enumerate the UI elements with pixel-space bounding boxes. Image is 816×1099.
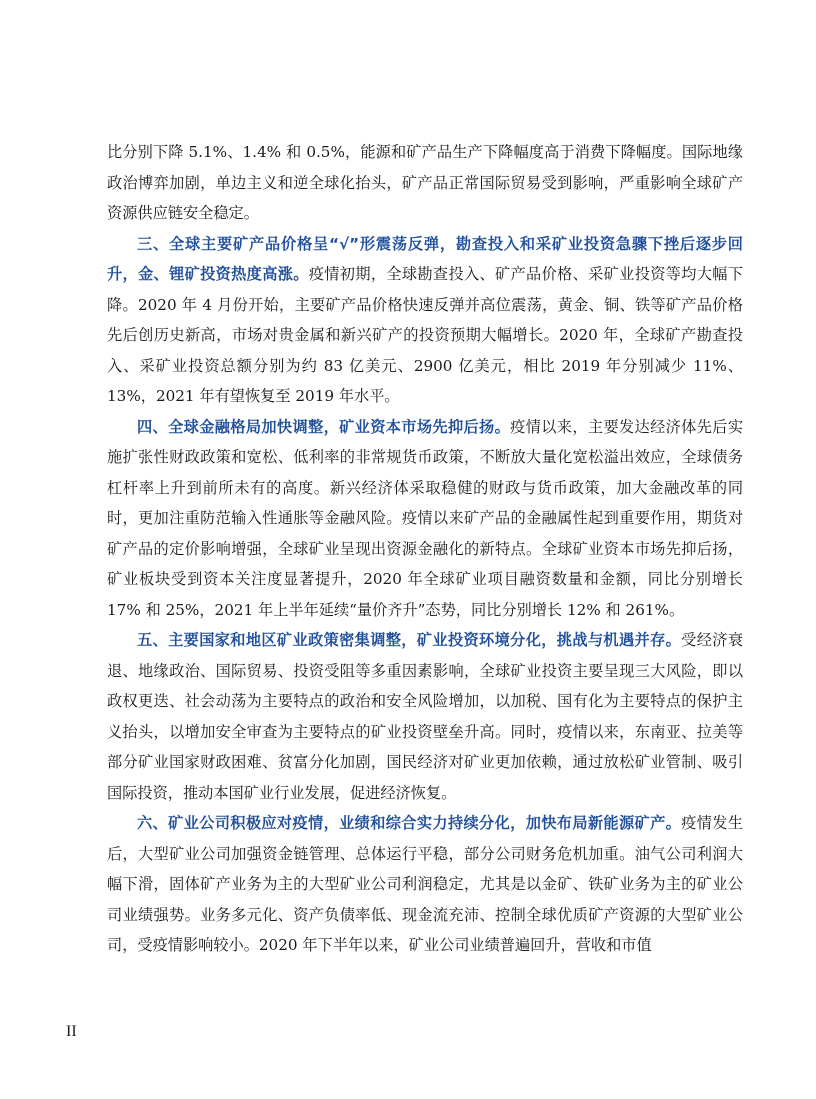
paragraph-section-4 xyxy=(107,412,743,626)
section-heading: 五、主要国家和地区矿业政策密集调整，矿业投资环境分化，挑战与机遇并存。 xyxy=(137,631,682,649)
paragraph-body: 疫情发生后，大型矿业公司加强资金链管理、总体运行平稳，部分公司财务危机加重。油气公司利润大幅下滑，固体矿产业务为主的大型矿业公司利润稳定，尤其是以金矿、铁矿业务为主的矿业公司业绩强势。业务多元化、资产负债率低、现金流充沛、控制全球优质矿产资源的大型矿业公司，受疫情影响较小。2020 年下半年以来，矿业公司业绩普遍回升，营收和市值 xyxy=(107,814,744,954)
paragraph-section-5 xyxy=(107,625,743,808)
paragraph-body: 疫情初期，全球勘查投入、矿产品价格、采矿业投资等均大幅下降。2020 年 4 月份开始，主要矿产品价格快速反弹并高位震荡，黄金、铜、铁等矿产品价格先后创历史新高，市场对贵金属和新兴矿产的投资预期大幅增长。2020 年，全球矿产勘查投入、采矿业投资总额分别为约 83 亿美元、2900 亿美元，相比 2019 年分别减少 11%、13%，2021 年有望恢复至 2019 年水平。 xyxy=(107,265,744,405)
paragraph-body: 疫情以来，主要发达经济体先后实施扩张性财政政策和宽松、低利率的非常规货币政策，不断放大量化宽松溢出效应，全球债务杠杆率上升到前所未有的高度。新兴经济体采取稳健的财政与货币政策，加大金融改革的同时，更加注重防范输入性通胀等金融风险。疫情以来矿产品的金融属性起到重要作用，期货对矿产品的定价影响增强，全球矿业呈现出资源金融化的新特点。全球矿业资本市场先抑后扬，矿业板块受到资本关注度显著提升，2020 年全球矿业项目融资数量和金额，同比分别增长 17% 和 25%，2021 年上半年延续“量价齐升”态势，同比分别增长 12% 和 261%。 xyxy=(107,417,744,619)
section-heading: 四、全球金融格局加快调整，矿业资本市场先抑后扬。 xyxy=(137,417,511,436)
paragraph-section-6 xyxy=(107,808,743,961)
section-heading: 三、全球主要矿产品价格呈“√”形震荡反弹，勘查投入和采矿业投资急骤下挫后逐步回升，金、锂矿投资热度高涨。 xyxy=(107,234,743,283)
paragraph-section-3 xyxy=(107,229,743,412)
page-number: II xyxy=(66,1023,77,1040)
paragraph-body: 受经济衰退、地缘政治、国际贸易、投资受阻等多重因素影响，全球矿业投资主要呈现三大风险，即以政权更迭、社会动荡为主要特点的政治和安全风险增加，以加税、国有化为主要特点的保护主义抬头，以增加安全审查为主要特点的矿业投资壁垒升高。同时，疫情以来，东南亚、拉美等部分矿业国家财政困难、贫富分化加剧，国民经济对矿业更加依赖，通过放松矿业管制、吸引国际投资，推动本国矿业行业发展，促进经济恢复。 xyxy=(107,631,744,802)
document-body xyxy=(107,137,743,961)
section-heading: 六、矿业公司积极应对疫情，业绩和综合实力持续分化，加快布局新能源矿产。 xyxy=(137,814,682,832)
paragraph-body: 比分别下降 5.1%、1.4% 和 0.5%，能源和矿产品生产下降幅度高于消费下降幅度。国际地缘政治博弈加剧，单边主义和逆全球化抬头，矿产品正常国际贸易受到影响，严重影响全球矿产资源供应链安全稳定。 xyxy=(107,143,743,222)
paragraph-continuation xyxy=(107,137,743,229)
